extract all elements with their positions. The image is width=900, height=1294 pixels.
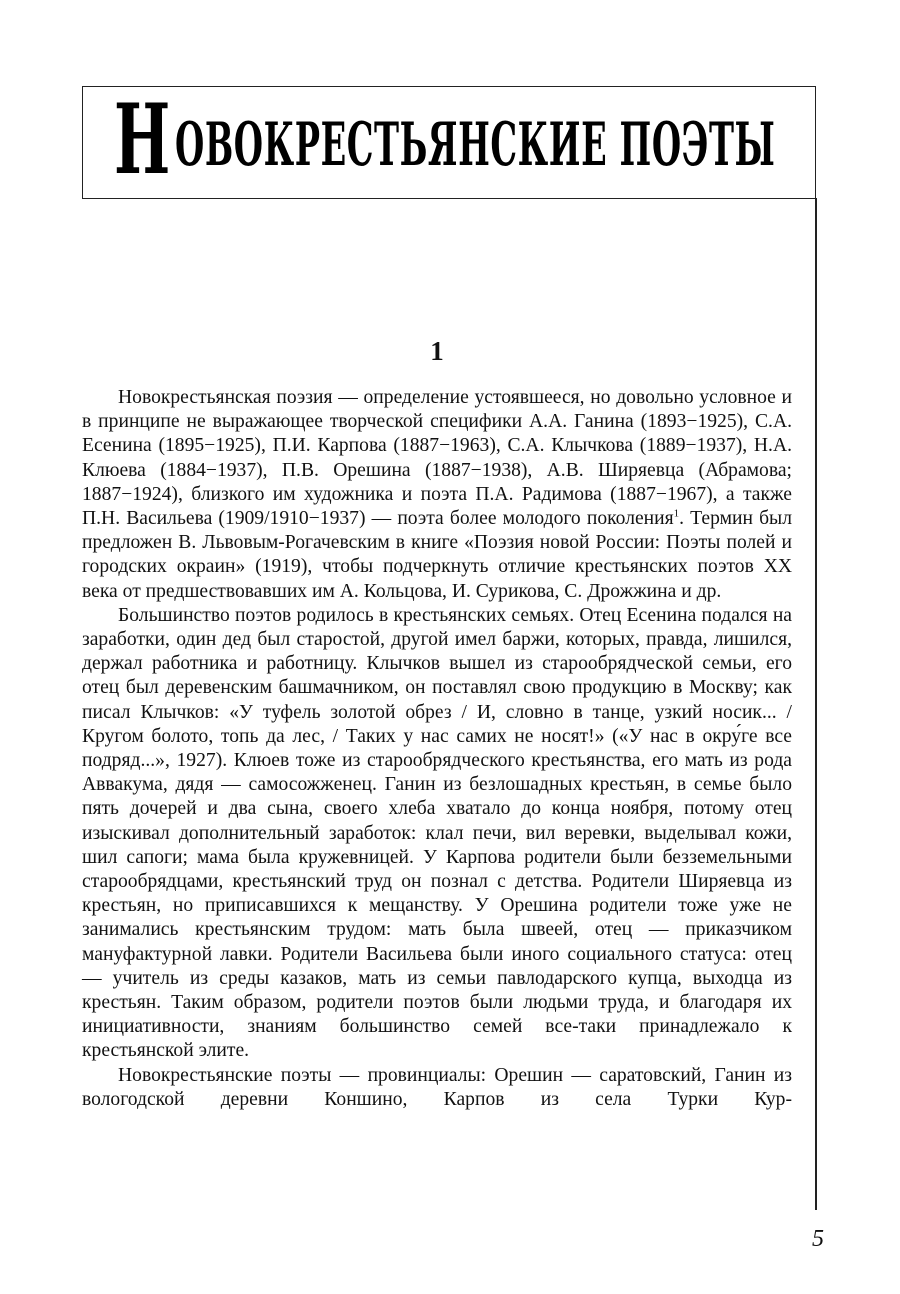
chapter-title: [114, 83, 900, 196]
title-initial-letter: Н: [114, 83, 171, 196]
page-number: 5: [812, 1226, 824, 1252]
paragraph: Большинство поэтов родилось в крестьянских семьях. Отец Есенина подался на заработки, один дед был старостой, другой имел баржи, которых, правда, лишился, держал работника и работницу. Клычков вышел из старообрядческой семьи, его отец был деревенским башмачником, он поставлял свою продукцию в Москву; как писал Клычков: «У туфель золотой обрез / И, словно в танце, узкий носик... / Кругом болото, топь да лес, / Таких у нас самих не носят!» («У нас в окру́ге все подряд...», 1927). Клюев тоже из старообрядческого крестьянства, его мать из рода Аввакума, дядя — самосожженец. Ганин из безлошадных крестьян, в семье было пять дочерей и два сына, своего хлеба хватало до конца ноября, потому отец изыскивал дополнительный заработок: клал печи, вил веревки, выделывал кожи, шил сапоги; мама была кружевницей. У Карпова родители были безземельными старообрядцами, крестьянский труд он познал с детства. Родители Ширяевца из крестьян, но приписавшихся к мещанству. У Орешина родители тоже уже не занимались крестьянским трудом: мать была швеей, отец — приказчиком мануфактурной лавки. Родители Васильева были иного социального статуса: отец — учитель из среды казаков, мать из семьи павлодарского купца, выходца из крестьян. Таким образом, родители поэтов были людьми труда, и благодаря их инициативности, знаниям большинство семей все-таки принадлежало к крестьянской элите.: [82, 604, 792, 1062]
footnote-marker[interactable]: 1: [673, 507, 680, 520]
title-text: ОВОКРЕСТЬЯНСКИЕ ПОЭТЫ: [174, 110, 776, 180]
body-text: [82, 386, 792, 1112]
paragraph: [82, 386, 792, 604]
paragraph: Новокрестьянские поэты — провинциалы: Орешин — саратовский, Ганин из вологодской деревни Коншино, Карпов из села Турки Кур-: [82, 1064, 792, 1110]
section-number: 1: [430, 336, 444, 366]
paragraph-text: Новокрестьянская поэзия — определение устоявшееся, но довольно условное и в принципе не выражающее творческой специфики А.А. Ганина (1893−1925), С.А. Есенина (1895−1925), П.И. Карпова (1887−1963), С.А. Клычкова (1889−1937), Н.А. Клюева (1884−1937), П.В. Орешина (1887−1938), А.В. Ширяевца (Абрамова; 1887−1924), близкого им художника и поэта П.А. Радимова (1887−1967), а также П.Н. Васильева (1909/1910−1937) — поэта более молодого поколения: [82, 387, 792, 530]
paragraph-text-continued: . Термин был предложен В. Львовым-Рогачевским в книге «Поэзия новой России: Поэты полей и городских окраин» (1919), чтобы подчеркнуть отличие крестьянских поэтов XX века от предшествовавших им А. Кольцова, И. Сурикова, С. Дрожжина и др.: [82, 508, 792, 602]
